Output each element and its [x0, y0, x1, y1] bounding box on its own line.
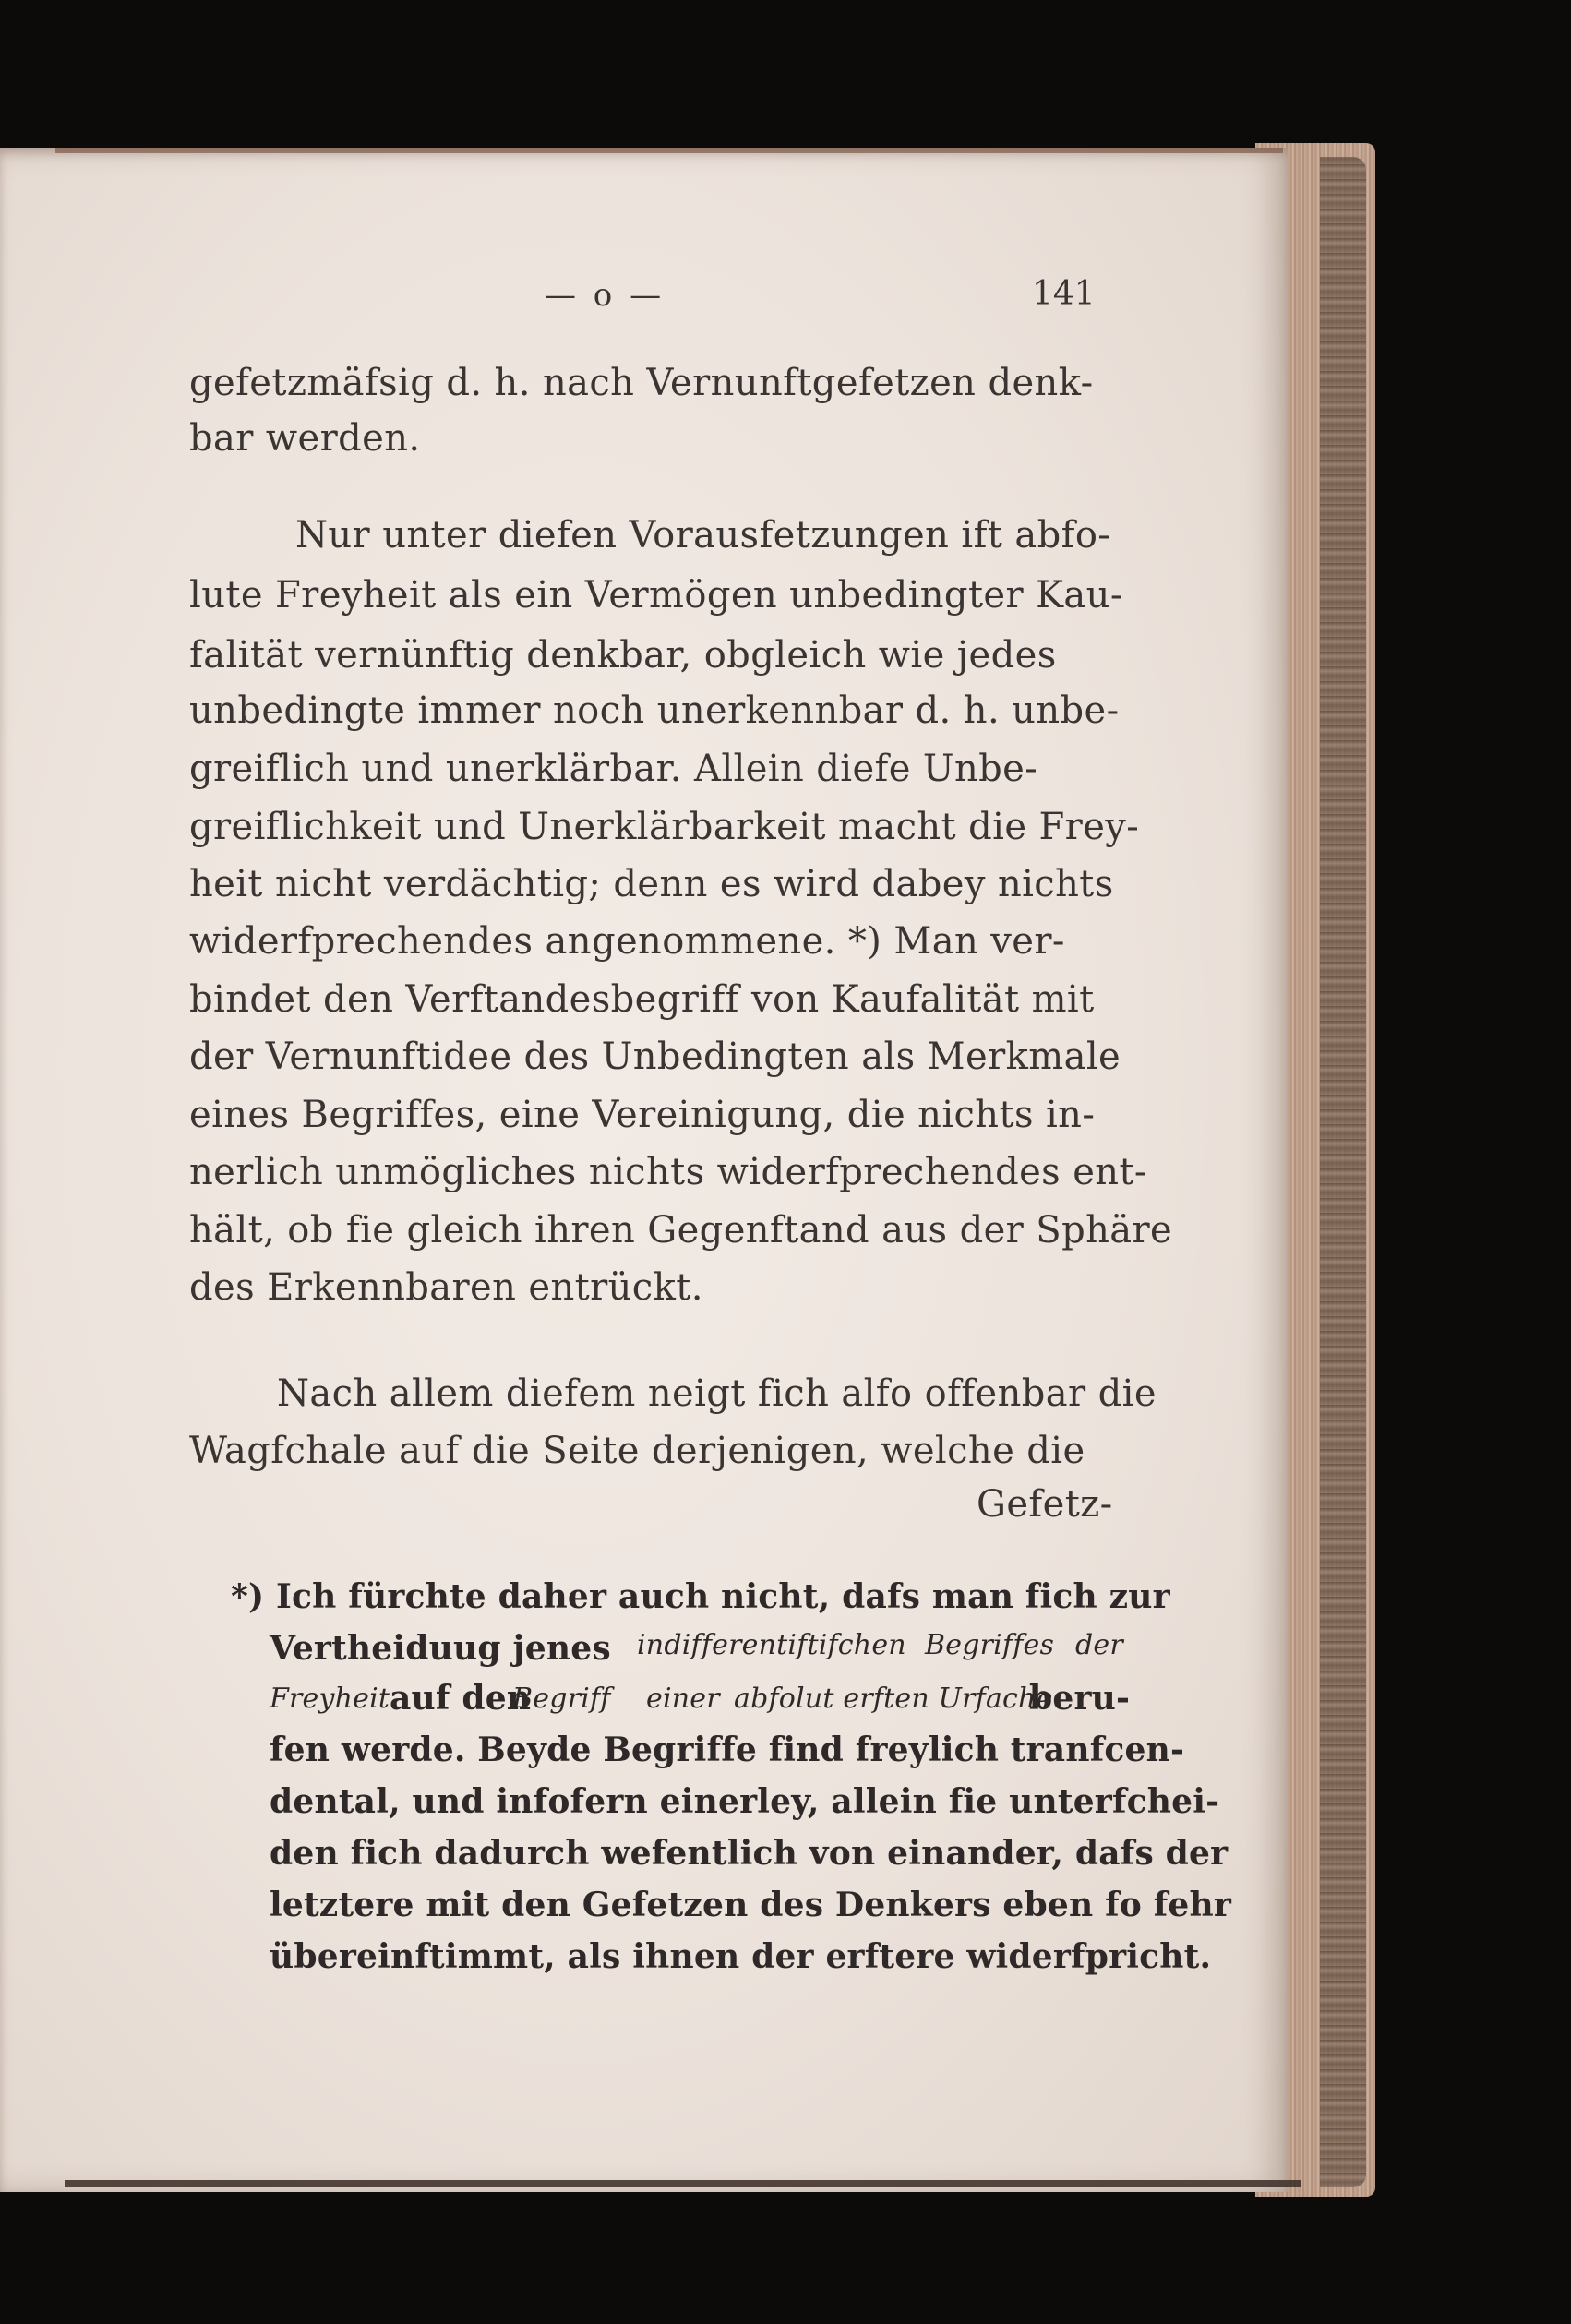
body-line: gefetzmäfsig d. h. nach Vernunftgefetzen denk-	[189, 362, 1094, 404]
footnote-italic: Freyheit	[270, 1683, 390, 1715]
footnote-italic: abfolut erften Urfache	[734, 1683, 1053, 1715]
page-number: 141	[1032, 275, 1096, 313]
body-line: widerfprechendes angenommene. *) Man ver-	[189, 920, 1065, 963]
body-line: heit nicht verdächtig; denn es wird dabey nichts	[189, 863, 1114, 905]
footnote-italic: der	[1075, 1629, 1123, 1661]
body-line: Nur unter diefen Vorausfetzungen ift abfo-	[295, 514, 1111, 557]
body-line: Nach allem diefem neigt fich alfo offenbar die	[277, 1372, 1157, 1415]
footnote-line: auf den	[390, 1679, 532, 1718]
body-line: bindet den Verftandesbegriff von Kaufalität mit	[189, 978, 1095, 1021]
footnote-italic: Begriffes	[925, 1629, 1055, 1661]
footnote-line: *) Ich fürchte daher auch nicht, dafs man fich zur	[231, 1577, 1170, 1616]
body-line: lute Freyheit als ein Vermögen unbedingter Kau-	[189, 574, 1123, 617]
footnote-italic: indifferentiftifchen	[637, 1629, 906, 1661]
footnote-line: übereinftimmt, als ihnen der erftere widerfpricht.	[270, 1937, 1212, 1976]
body-line: unbedingte immer noch unerkennbar d. h. unbe-	[189, 689, 1120, 732]
footnote-line: den fich dadurch wefentlich von einander, dafs der	[270, 1834, 1229, 1873]
footnote-italic: Begriff	[512, 1683, 611, 1715]
footnote-line: Vertheiduug jenes	[270, 1629, 611, 1668]
body-line: Wagfchale auf die Seite derjenigen, welche die	[189, 1430, 1085, 1472]
body-line: falität vernünftig denkbar, obgleich wie jedes	[189, 634, 1057, 677]
footnote-italic: einer	[646, 1683, 720, 1715]
body-line: bar werden.	[189, 417, 421, 460]
footnote-line: fen werde. Beyde Begriffe find freylich tranfcen-	[270, 1731, 1185, 1769]
body-line: greiflich und unerklärbar. Allein diefe Unbe-	[189, 748, 1038, 790]
footnote-line: beru-	[1029, 1679, 1131, 1718]
body-line: des Erkennbaren entrückt.	[189, 1266, 703, 1309]
footnote-line: letztere mit den Gefetzen des Denkers eben fo fehr	[270, 1886, 1232, 1924]
header-ornament: — o —	[545, 277, 666, 314]
footnote-line: dental, und infofern einerley, allein fie unterfchei-	[270, 1782, 1220, 1821]
catchword: Gefetz-	[977, 1483, 1113, 1526]
body-line: hält, ob fie gleich ihren Gegenftand aus der Sphäre	[189, 1209, 1173, 1252]
body-line: eines Begriffes, eine Vereinigung, die nichts in-	[189, 1094, 1096, 1136]
body-line: greiflichkeit und Unerklärbarkeit macht die Frey-	[189, 806, 1140, 848]
body-line: nerlich unmögliches nichts widerfprechendes ent-	[189, 1151, 1147, 1193]
body-line: der Vernunftidee des Unbedingten als Merkmale	[189, 1036, 1121, 1078]
